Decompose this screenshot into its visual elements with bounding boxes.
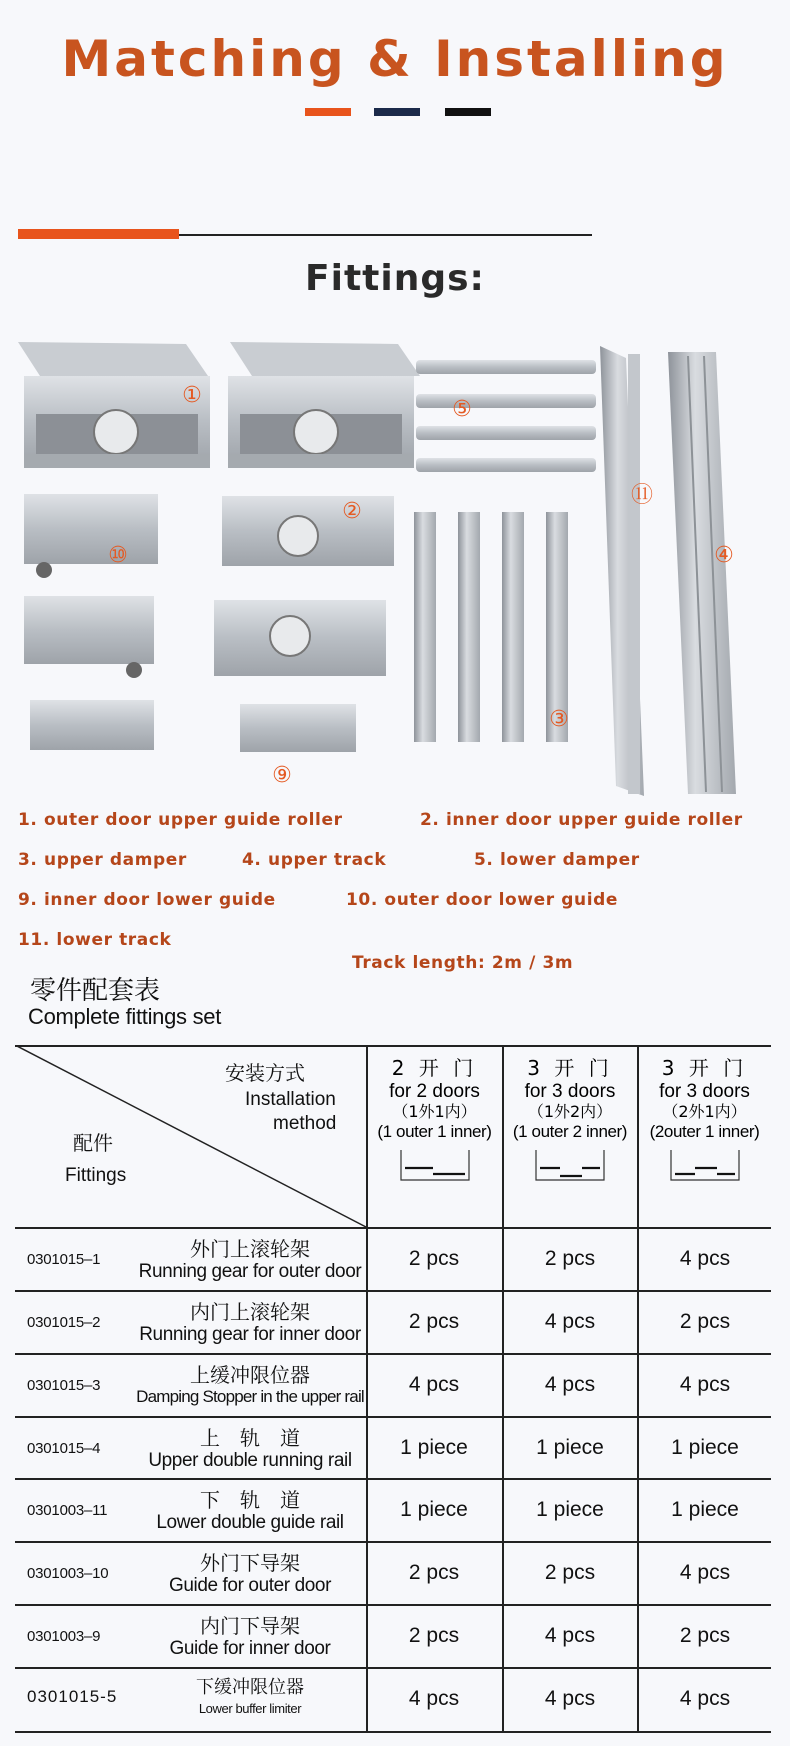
header-column-zh: 2 开 门 xyxy=(391,1056,478,1080)
part-code: 0301003–11 xyxy=(27,1502,108,1519)
header-column-en2: (2outer 1 inner) xyxy=(649,1121,760,1141)
part-code: 0301015–3 xyxy=(27,1377,101,1394)
section-title: Fittings: xyxy=(305,258,485,299)
quantity-cell: 2 pcs xyxy=(408,1310,460,1333)
accent-dash-orange xyxy=(305,108,351,116)
door-layout-diagram xyxy=(669,1148,741,1182)
part-name-zh: 内门上滚轮架 xyxy=(190,1300,310,1324)
marker-4: ④ xyxy=(714,543,734,568)
quantity-cell: 1 piece xyxy=(671,1498,739,1521)
quantity-cell: 2 pcs xyxy=(679,1310,731,1333)
damper-group-vertical xyxy=(414,512,568,742)
outer-lower-guide xyxy=(24,494,158,678)
progress-fill xyxy=(18,229,179,239)
header-method-zh: 安装方式 xyxy=(225,1061,305,1085)
part-name-en: Running gear for inner door xyxy=(139,1324,361,1345)
part-name-en: Running gear for outer door xyxy=(138,1261,362,1282)
header-column-en2: (1 outer 1 inner) xyxy=(377,1121,492,1141)
legend-item-5: 5. lower damper xyxy=(474,850,640,870)
fittings-set-title-en: Complete fittings set xyxy=(28,1004,222,1029)
legend-item-4: 4. upper track xyxy=(242,850,387,870)
quantity-cell: 4 pcs xyxy=(679,1373,731,1396)
header-column-3 xyxy=(638,1057,771,1182)
legend-item-11: 11. lower track xyxy=(18,930,172,950)
part-name-zh: 外门上滚轮架 xyxy=(190,1237,310,1261)
header-column-en: for 3 doors xyxy=(659,1080,750,1102)
door-layout-diagram xyxy=(399,1148,471,1182)
track-4 xyxy=(668,352,736,794)
header-column-en: for 3 doors xyxy=(524,1080,616,1102)
header-method-en1: Installation xyxy=(245,1089,336,1110)
part-name-en: Lower double guide rail xyxy=(156,1512,344,1533)
fittings-table xyxy=(15,1045,771,1738)
damper-group-horizontal xyxy=(416,360,596,472)
quantity-cell: 4 pcs xyxy=(408,1373,460,1396)
part-name-zh: 内门下导架 xyxy=(200,1614,300,1638)
door-layout-diagram xyxy=(534,1148,606,1182)
legend-item-9: 9. inner door lower guide xyxy=(18,890,276,910)
quantity-cell: 2 pcs xyxy=(544,1247,596,1270)
quantity-cell: 1 piece xyxy=(400,1498,468,1521)
part-name-zh: 下缓冲限位器 xyxy=(196,1677,304,1698)
marker-11: ⑪ xyxy=(630,483,654,508)
page-title: Matching & Installing xyxy=(61,30,729,88)
marker-1: ① xyxy=(182,383,202,408)
part-name-en: Guide for inner door xyxy=(169,1638,331,1659)
part-code: 0301015-5 xyxy=(27,1687,118,1706)
part-code: 0301003–10 xyxy=(27,1565,109,1582)
marker-3: ③ xyxy=(549,707,569,732)
part-name-zh: 下 轨 道 xyxy=(200,1488,300,1512)
marker-10: ⑩ xyxy=(108,543,128,568)
part-name-zh: 上缓冲限位器 xyxy=(190,1363,310,1387)
header-column-2 xyxy=(503,1057,637,1182)
header-column-zh2: （2外1内） xyxy=(662,1102,747,1121)
header-fittings-en: Fittings xyxy=(65,1165,127,1186)
accent-dash-black xyxy=(445,108,491,116)
inner-lower-guide xyxy=(30,700,356,752)
quantity-cell: 2 pcs xyxy=(408,1247,460,1270)
quantity-cell: 1 piece xyxy=(400,1436,468,1459)
quantity-cell: 4 pcs xyxy=(544,1373,596,1396)
inner-upper-roller xyxy=(214,496,394,676)
part-name-en: Lower buffer limiter xyxy=(198,1701,302,1716)
header-column-zh: 3 开 门 xyxy=(527,1056,613,1080)
quantity-cell: 4 pcs xyxy=(544,1624,596,1647)
legend-item-2: 2. inner door upper guide roller xyxy=(420,810,743,830)
part-name-zh: 上 轨 道 xyxy=(200,1426,300,1450)
fittings-photo xyxy=(16,336,764,798)
quantity-cell: 4 pcs xyxy=(679,1561,731,1584)
track-length: Track length: 2m / 3m xyxy=(352,953,574,973)
quantity-cell: 4 pcs xyxy=(544,1310,596,1333)
marker-5: ⑤ xyxy=(452,397,472,422)
legend-item-3: 3. upper damper xyxy=(18,850,187,870)
header-method-en2: method xyxy=(273,1113,337,1134)
part-code: 0301015–4 xyxy=(27,1440,101,1457)
header-column-zh2: （1外1内） xyxy=(392,1102,477,1121)
track-11 xyxy=(600,346,644,796)
quantity-cell: 4 pcs xyxy=(679,1247,731,1270)
quantity-cell: 4 pcs xyxy=(408,1687,460,1710)
header-diagonal xyxy=(15,1045,367,1228)
marker-9: ⑨ xyxy=(272,763,292,788)
quantity-cell: 2 pcs xyxy=(679,1624,731,1647)
marker-2: ② xyxy=(342,499,362,524)
quantity-cell: 1 piece xyxy=(536,1436,604,1459)
fittings-set-title-zh: 零件配套表 xyxy=(30,976,161,1006)
part-code: 0301003–9 xyxy=(27,1628,101,1645)
accent-dash-navy xyxy=(374,108,420,116)
legend-item-10: 10. outer door lower guide xyxy=(346,890,619,910)
outer-upper-roller-right xyxy=(228,342,420,468)
quantity-cell: 1 piece xyxy=(671,1436,739,1459)
part-code: 0301015–2 xyxy=(27,1314,101,1331)
quantity-cell: 2 pcs xyxy=(408,1561,460,1584)
header-column-1 xyxy=(367,1057,502,1182)
header-column-zh: 3 开 门 xyxy=(661,1056,748,1080)
part-name-zh: 外门下导架 xyxy=(200,1551,300,1575)
part-name-en: Guide for outer door xyxy=(168,1575,332,1596)
header-fittings-zh: 配件 xyxy=(73,1131,113,1155)
quantity-cell: 2 pcs xyxy=(544,1561,596,1584)
header-column-en2: (1 outer 2 inner) xyxy=(512,1121,628,1141)
header-column-en: for 2 doors xyxy=(389,1080,480,1102)
legend-item-1: 1. outer door upper guide roller xyxy=(18,810,343,830)
part-code: 0301015–1 xyxy=(27,1251,101,1268)
quantity-cell: 2 pcs xyxy=(408,1624,460,1647)
header-column-zh2: （1外2内） xyxy=(527,1102,613,1121)
quantity-cell: 1 piece xyxy=(536,1498,604,1521)
quantity-cell: 4 pcs xyxy=(544,1687,596,1710)
quantity-cell: 4 pcs xyxy=(679,1687,731,1710)
part-name-en: Upper double running rail xyxy=(148,1450,352,1471)
part-name-en: Damping Stopper in the upper rail xyxy=(136,1387,364,1406)
